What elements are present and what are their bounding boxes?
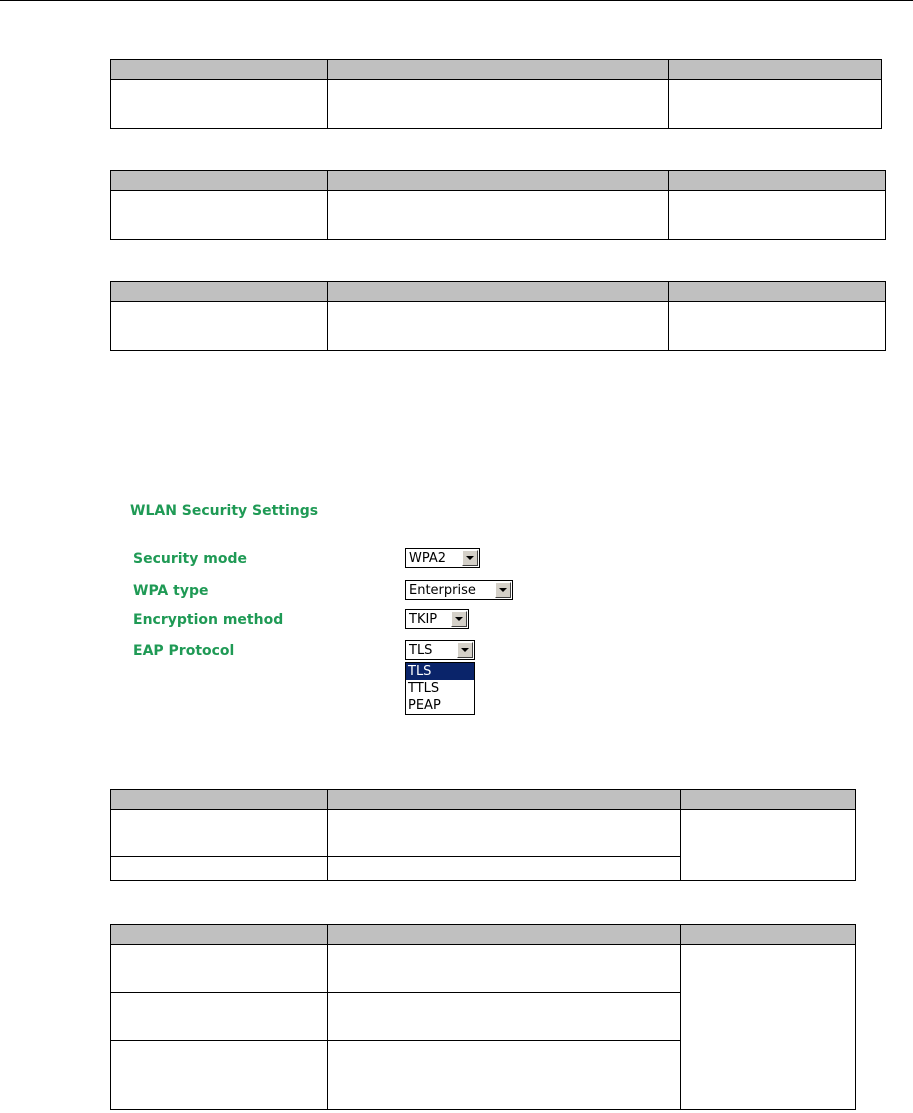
page-top-rule: [0, 0, 913, 1]
wlan-security-settings-title: WLAN Security Settings: [130, 503, 319, 519]
security-mode-select[interactable]: [405, 548, 480, 568]
wpa-type-label: WPA type: [133, 583, 209, 599]
wpa-type-value: Enterprise: [409, 582, 476, 598]
spec-table-5: [110, 924, 856, 1110]
encryption-method-select[interactable]: [405, 609, 469, 629]
spec-table-4: [110, 789, 856, 881]
spec-table-3: [110, 281, 886, 351]
table-row: [111, 191, 886, 240]
table-header-row: [111, 60, 882, 80]
encryption-method-value: TKIP: [409, 611, 438, 627]
security-mode-value: WPA2: [409, 550, 447, 566]
eap-protocol-value: TLS: [409, 642, 433, 658]
chevron-down-icon[interactable]: [495, 582, 511, 598]
eap-protocol-select[interactable]: [405, 640, 475, 660]
chevron-down-icon[interactable]: [462, 550, 478, 566]
table-header-row: [111, 790, 856, 810]
eap-protocol-dropdown-list: [405, 662, 475, 715]
wpa-type-select[interactable]: [405, 580, 513, 600]
chevron-down-icon[interactable]: [451, 611, 467, 627]
eap-protocol-label: EAP Protocol: [133, 643, 235, 659]
eap-option-peap[interactable]: PEAP: [408, 698, 441, 713]
table-row: [111, 302, 886, 351]
table-header-row: [111, 925, 856, 945]
spec-table-2: [110, 170, 886, 240]
security-mode-label: Security mode: [133, 551, 247, 567]
spec-table-1: [110, 59, 882, 129]
eap-option-tls[interactable]: TLS: [406, 663, 474, 680]
eap-option-ttls[interactable]: TTLS: [408, 681, 440, 696]
encryption-method-label: Encryption method: [133, 612, 284, 628]
table-row: [111, 810, 856, 857]
table-header-row: [111, 282, 886, 302]
table-header-row: [111, 171, 886, 191]
table-row: [111, 945, 856, 993]
table-row: [111, 80, 882, 129]
chevron-down-icon[interactable]: [457, 642, 473, 658]
